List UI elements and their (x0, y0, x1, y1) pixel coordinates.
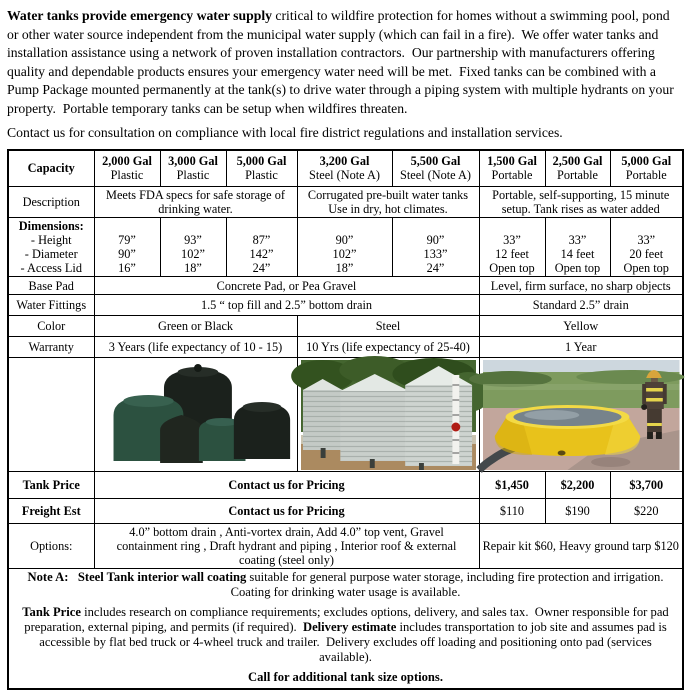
freight-fixed-cell: Contact us for Pricing (94, 499, 479, 524)
dimensions-cell: 79” 90” 16” (94, 218, 160, 277)
base-pad-row (8, 277, 683, 295)
water-tank-spec-table (7, 149, 684, 690)
warranty-row-label: Warranty (8, 337, 94, 358)
note-a-rest: suitable for general purpose water storage, including fire protection and irrigation. Coating for drinking water usage is available. (231, 570, 670, 599)
capacity-cell-1500-portable: 1,500 Gal Portable (479, 150, 545, 187)
freight-2500-cell: $190 (545, 499, 610, 524)
dimensions-cell: 87” 142” 24” (226, 218, 297, 277)
tank-price-note-paragraph (12, 605, 679, 665)
color-portable-cell: Yellow (479, 316, 683, 337)
capacity-cell-2500-portable: 2,500 Gal Portable (545, 150, 610, 187)
call-line: Call for additional tank size options. (12, 670, 679, 685)
dimensions-cell: 90” 102” 18” (297, 218, 392, 277)
color-steel-cell: Steel (297, 316, 479, 337)
description-steel-cell: Corrugated pre-built water tanks Use in dry, hot climates. (297, 187, 479, 218)
description-row (8, 187, 683, 218)
notes-row (8, 569, 683, 690)
tank-price-1500-cell: $1,450 (479, 472, 545, 499)
tank-price-fixed-cell: Contact us for Pricing (94, 472, 479, 499)
tank-price-note-rest: includes research on compliance requirements; excludes options, delivery, and sales tax. Owner responsible for pad preparation, external piping, and permits (if required). (24, 605, 672, 634)
tank-price-row-label: Tank Price (8, 472, 94, 499)
intro-paragraph (7, 7, 683, 118)
capacity-cell-3200-steel: 3,200 Gal Steel (Note A) (297, 150, 392, 187)
capacity-cell-3000-plastic: 3,000 Gal Plastic (160, 150, 226, 187)
warranty-steel-cell: 10 Yrs (life expectancy of 25-40) (297, 337, 479, 358)
warranty-portable-cell: 1 Year (479, 337, 683, 358)
capacity-row-label: Capacity (8, 150, 94, 187)
steel-tanks-photo-cell (297, 358, 479, 472)
capacity-cell-5000-plastic: 5,000 Gal Plastic (226, 150, 297, 187)
description-portable-cell: Portable, self-supporting, 15 minute setup. Tank rises as water added (479, 187, 683, 218)
note-a-label: Note A: (28, 570, 78, 584)
portable-tank-photo-cell (479, 358, 683, 472)
freight-1500-cell: $110 (479, 499, 545, 524)
photos-row-label-cell (8, 358, 94, 472)
dimensions-lid-label: - Access Lid (12, 261, 91, 275)
base-pad-row-label: Base Pad (8, 277, 94, 295)
dimensions-cell: 90” 133” 24” (392, 218, 479, 277)
warranty-plastic-cell: 3 Years (life expectancy of 10 - 15) (94, 337, 297, 358)
tank-price-row (8, 472, 683, 499)
color-row-label: Color (8, 316, 94, 337)
plastic-tanks-photo (98, 360, 294, 470)
note-a-bold: Steel Tank interior wall coating (78, 570, 246, 584)
photos-row (8, 358, 683, 472)
water-fittings-fixed-cell: 1.5 “ top fill and 2.5” bottom drain (94, 295, 479, 316)
tank-price-2500-cell: $2,200 (545, 472, 610, 499)
freight-row-label: Freight Est (8, 499, 94, 524)
base-pad-fixed-cell: Concrete Pad, or Pea Gravel (94, 277, 479, 295)
description-row-label: Description (8, 187, 94, 218)
dimensions-cell: 33” 20 feet Open top (610, 218, 683, 277)
note-a-paragraph (12, 570, 679, 600)
plastic-tanks-photo-cell (94, 358, 297, 472)
base-pad-portable-cell: Level, firm surface, no sharp objects (479, 277, 683, 295)
dimensions-cell: 33” 14 feet Open top (545, 218, 610, 277)
dimensions-height-label: - Height (12, 233, 91, 247)
dimensions-row-label (8, 218, 94, 277)
dimensions-title: Dimensions: (12, 219, 91, 233)
options-portable-cell: Repair kit $60, Heavy ground tarp $120 (479, 524, 683, 569)
capacity-cell-5000-portable: 5,000 Gal Portable (610, 150, 683, 187)
capacity-cell-5500-steel: 5,500 Gal Steel (Note A) (392, 150, 479, 187)
warranty-row (8, 337, 683, 358)
freight-5000-cell: $220 (610, 499, 683, 524)
intro-lead-bold: Water tanks provide emergency water supply (7, 8, 272, 23)
delivery-note-bold: Delivery estimate (303, 620, 396, 634)
intro-lead-rest: critical to wildfire protection for homes without a swimming pool, pond or other water source independent from the municipal water supply (which can fail in a fire). We offer water tanks and installation assistance using a network of proven installation contractors. Our partnership with manufacturers offering quality and dependable products ensures your emergency water need will be met. Fixed tanks can be combined with a Pump Package mounted permanently at the tank(s) to drive water through a piping system with multiple hydrants on your property. Portable temporary tanks can be setup when wildfires threaten. (7, 8, 677, 116)
options-row (8, 524, 683, 569)
water-fittings-row-label: Water Fittings (8, 295, 94, 316)
contact-line: Contact us for consultation on compliance with local fire district regulations and installation services. (7, 124, 683, 143)
options-fixed-cell: 4.0” bottom drain , Anti-vortex drain, Add 4.0” top vent, Gravel containment ring , Draft hydrant and piping , Interior roof & external coating (steel only) (94, 524, 479, 569)
description-plastic-cell: Meets FDA specs for safe storage of drinking water. (94, 187, 297, 218)
delivery-note-rest: includes transportation to job site and assumes pad is accessible by flat bed truck or 4-wheel truck and trailer. Delivery excludes off loading and positioning onto pad (services available). (39, 620, 670, 664)
capacity-row (8, 150, 683, 187)
tank-price-5000-cell: $3,700 (610, 472, 683, 499)
water-fittings-portable-cell: Standard 2.5” drain (479, 295, 683, 316)
capacity-cell-2000-plastic: 2,000 Gal Plastic (94, 150, 160, 187)
dimensions-cell: 33” 12 feet Open top (479, 218, 545, 277)
water-fittings-row (8, 295, 683, 316)
freight-row (8, 499, 683, 524)
dimensions-diameter-label: - Diameter (12, 247, 91, 261)
steel-tanks-photo (301, 360, 476, 470)
color-plastic-cell: Green or Black (94, 316, 297, 337)
color-row (8, 316, 683, 337)
dimensions-cell: 93” 102” 18” (160, 218, 226, 277)
tank-price-note-bold: Tank Price (22, 605, 81, 619)
portable-tank-photo (483, 360, 680, 470)
options-row-label: Options: (8, 524, 94, 569)
notes-cell (8, 569, 683, 690)
dimensions-row (8, 218, 683, 277)
